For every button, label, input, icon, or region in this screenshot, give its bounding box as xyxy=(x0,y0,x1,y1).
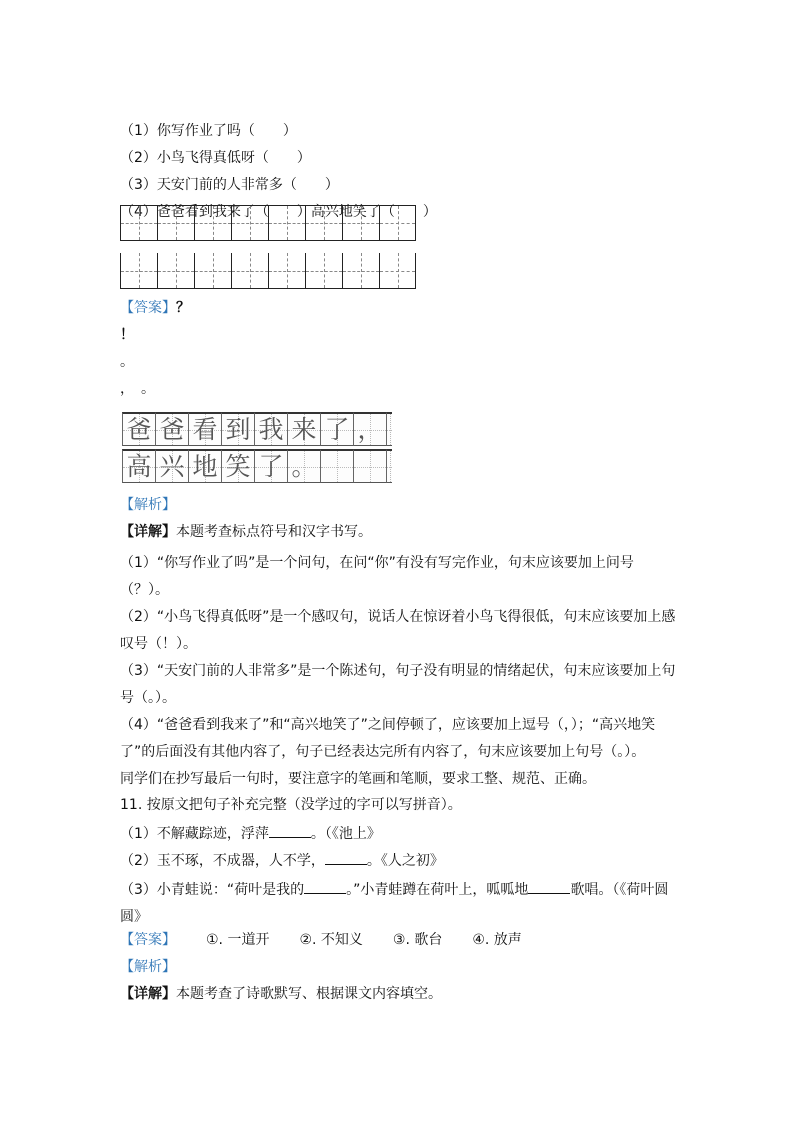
analysis-label: 【解析】 xyxy=(120,497,176,513)
analysis-paragraph-4: （4）“爸爸看到我来了”和“高兴地笑了”之间停顿了，应该要加上逗号（，）；“高兴地笑了”的后面没有其他内容了，句子已经表达完所有内容了，句末应该要加上句号（。）。 xyxy=(120,717,656,760)
answer-10-line-4: ， 。 xyxy=(120,381,155,397)
grid-cell xyxy=(194,253,231,289)
answer-11-line xyxy=(120,931,522,949)
fill-blank[interactable] xyxy=(528,879,570,894)
fill-blank[interactable] xyxy=(325,850,367,865)
answer-item-2: ②. 不知义 xyxy=(299,932,363,948)
answer-item-4: ④. 放声 xyxy=(472,932,522,948)
grid-cell xyxy=(120,253,157,289)
grid-cell xyxy=(342,205,379,241)
q10-item-1: （1）你写作业了吗（ ） xyxy=(120,123,297,139)
answer-grid-row-2 xyxy=(122,449,392,483)
grid-cell xyxy=(157,253,194,289)
q11-item-3-source: 歌唱。（《荷叶圆圆》 xyxy=(120,882,669,925)
grid-cell xyxy=(231,253,268,289)
answer-grid-row-1 xyxy=(122,412,392,446)
answer-grid-cell: 兴 xyxy=(155,449,188,483)
q11-item-2 xyxy=(120,850,444,870)
q10-item-4: （4）爸爸看到我来了（ ）高兴地笑了（ ） xyxy=(120,204,437,220)
q11-item-2-source: 。《人之初》 xyxy=(366,853,444,869)
answer-10-line-2: ！ xyxy=(120,327,134,343)
answer-10-line-3: 。 xyxy=(120,354,134,370)
q11-item-1-source: 。（《池上》 xyxy=(310,826,381,842)
answer-grid-cell: ， xyxy=(353,412,386,446)
analysis-paragraph-5: 同学们在抄写最后一句时，要注意字的笔画和笔顺，要求工整、规范、正确。 xyxy=(120,771,596,787)
grid-cell xyxy=(157,205,194,241)
q11-item-2-text: （2）玉不琢，不成器，人不学， xyxy=(120,853,325,869)
detail-text: 本题考查标点符号和汉字书写。 xyxy=(176,524,372,540)
analysis-paragraph-3: （3）“天安门前的人非常多”是一个陈述句，句子没有明显的情绪起伏，句末应该要加上句号（。）。 xyxy=(120,663,676,706)
detail-text: 本题考查了诗歌默写、根据课文内容填空。 xyxy=(176,986,442,1002)
grid-cell xyxy=(268,205,305,241)
fill-blank[interactable] xyxy=(304,879,346,894)
answer-grid-cell xyxy=(386,412,392,446)
answer-grid-cell: 我 xyxy=(254,412,287,446)
grid-cell xyxy=(120,205,157,241)
answer-item-1: ①. 一道开 xyxy=(206,932,270,948)
analysis-paragraph-2: （2）“小鸟飞得真低呀”是一个感叹句，说话人在惊讶着小鸟飞得很低，句末应该要加上感叹号（！）。 xyxy=(120,609,676,652)
answer-grid-cell: 地 xyxy=(188,449,221,483)
grid-cell xyxy=(268,253,305,289)
detail-label: 【详解】 xyxy=(120,986,176,1002)
fill-blank[interactable] xyxy=(269,823,311,838)
answer-grid-cell: 爸 xyxy=(155,412,188,446)
answer-grid-cell: 了 xyxy=(320,412,353,446)
detail-line xyxy=(120,985,442,1003)
grid-cell xyxy=(194,205,231,241)
grid-cell xyxy=(342,253,379,289)
detail-label: 【详解】 xyxy=(120,524,176,540)
answer-grid-cell: 到 xyxy=(221,412,254,446)
answer-item-3: ③. 歌台 xyxy=(392,932,443,948)
answer-10-line xyxy=(120,299,190,317)
answer-first: ？ xyxy=(176,300,190,316)
q11-item-1 xyxy=(120,823,381,843)
detail-line xyxy=(120,523,372,541)
answer-grid-cell: 笑 xyxy=(221,449,254,483)
q11-item-3-mid: 。”小青蛙蹲在荷叶上，呱呱地 xyxy=(346,882,529,898)
answer-grid-cell: 了 xyxy=(254,449,287,483)
q10-item-2: （2）小鸟飞得真低呀（ ） xyxy=(120,150,311,166)
q11-item-3 xyxy=(120,877,680,931)
answer-grid-cell: 来 xyxy=(287,412,320,446)
writing-grid-row-1 xyxy=(120,205,416,241)
answer-grid-cell xyxy=(386,449,392,483)
q10-item-3: （3）天安门前的人非常多（ ） xyxy=(120,177,339,193)
grid-cell xyxy=(305,205,342,241)
analysis-paragraph-1: （1）“你写作业了吗”是一个问句，在问“你”有没有写完作业，句末应该要加上问号（？）。 xyxy=(120,555,634,598)
writing-grid-row-2 xyxy=(120,253,416,289)
grid-cell xyxy=(231,205,268,241)
q11-item-3-text: （3）小青蛙说：“荷叶是我的 xyxy=(120,882,305,898)
grid-cell xyxy=(379,205,416,241)
answer-label: 【答案】 xyxy=(120,932,176,948)
answer-grid-cell: 高 xyxy=(122,449,155,483)
answer-grid-cell: 。 xyxy=(287,449,320,483)
analysis-label: 【解析】 xyxy=(120,959,176,975)
grid-cell xyxy=(379,253,416,289)
answer-grid-cell xyxy=(353,449,386,483)
answer-grid-cell xyxy=(320,449,353,483)
q11-item-1-text: （1）不解藏踪迹，浮萍 xyxy=(120,826,269,842)
answer-grid-cell: 爸 xyxy=(122,412,155,446)
answer-label: 【答案】 xyxy=(120,300,176,316)
q11-title: 11. 按原文把句子补充完整（没学过的字可以写拼音）。 xyxy=(120,797,462,813)
grid-cell xyxy=(305,253,342,289)
answer-grid-cell: 看 xyxy=(188,412,221,446)
